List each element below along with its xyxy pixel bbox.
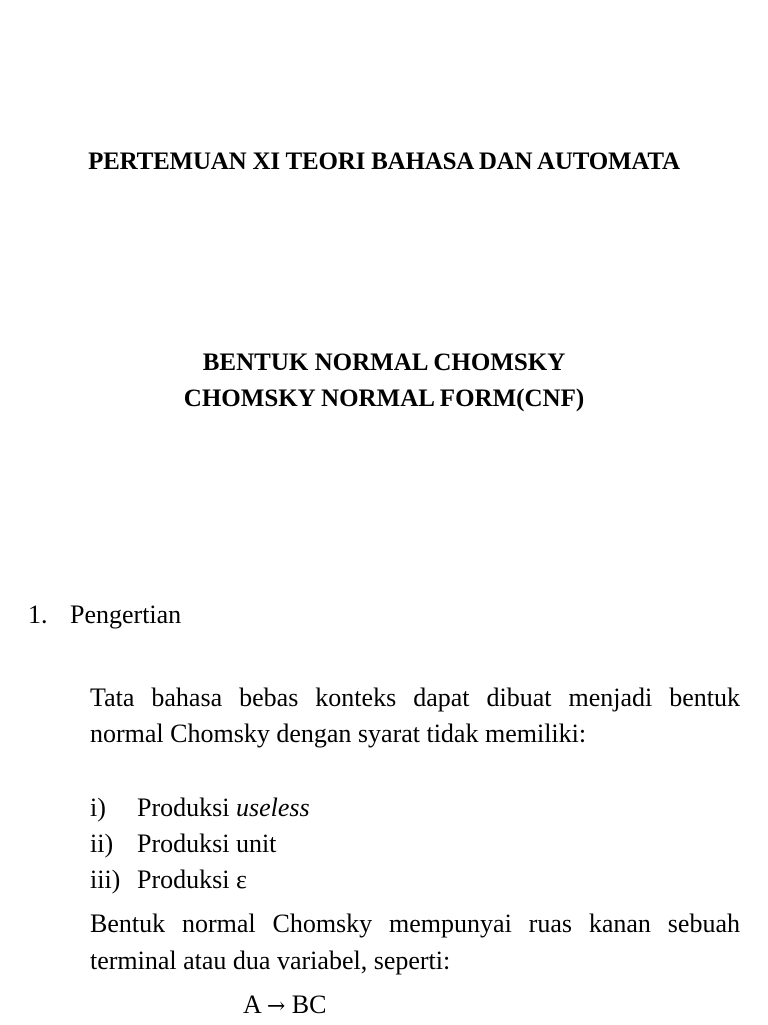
list-item — [90, 862, 740, 898]
list-marker: ii) — [90, 829, 114, 858]
requirements-list — [90, 790, 740, 898]
list-marker: i) — [90, 793, 106, 822]
section-heading — [28, 598, 181, 632]
list-marker: iii) — [90, 865, 121, 894]
list-item-text: Produksi ε — [137, 865, 247, 894]
section-number: 1. — [28, 600, 48, 629]
subtitle-line-2: CHOMSKY NORMAL FORM(CNF) — [183, 385, 585, 412]
list-item-emphasis: useless — [235, 793, 310, 822]
formula-right: BC — [291, 990, 327, 1019]
production-formula — [243, 987, 326, 1025]
list-item-text: Produksi unit — [137, 829, 277, 858]
arrow-icon: → — [266, 994, 286, 1019]
section-heading-text: Pengertian — [70, 600, 182, 629]
list-item-text: Produksi — [137, 793, 236, 822]
paragraph-cnf-form: Bentuk normal Chomsky mempunyai ruas kanan sebuah terminal atau dua variabel, seperti: — [90, 909, 740, 975]
formula-left: A — [243, 990, 261, 1019]
list-item — [90, 826, 740, 862]
paragraph-definition: Tata bahasa bebas konteks dapat dibuat menjadi bentuk normal Chomsky dengan syarat tidak memiliki: — [90, 683, 740, 748]
list-item — [90, 790, 740, 826]
document-subtitle — [0, 345, 768, 417]
document-title: PERTEMUAN XI TEORI BAHASA DAN AUTOMATA — [88, 148, 680, 175]
subtitle-line-1: BENTUK NORMAL CHOMSKY — [202, 349, 566, 376]
